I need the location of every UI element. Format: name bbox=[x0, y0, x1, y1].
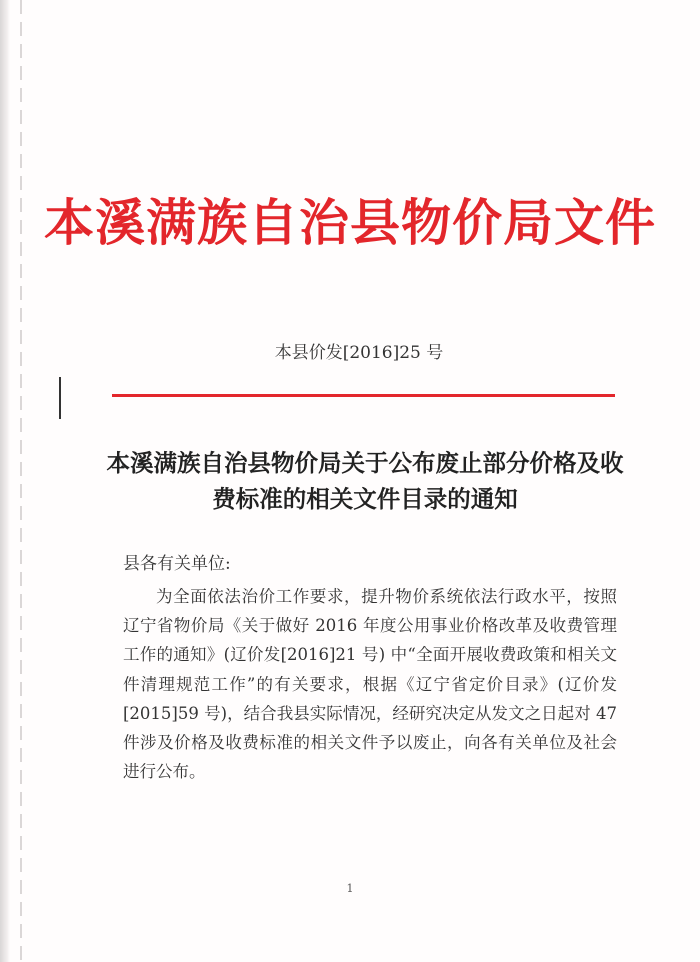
issuer-header-title: 本溪满族自治县物价局文件 bbox=[44, 193, 656, 252]
body-paragraph: 为全面依法治价工作要求，提升物价系统依法行政水平，按照辽宁省物价局《关于做好 2016 年度公用事业价格改革及收费管理工作的通知》(辽价发[2016]21 号) 中“全面开展收费政策和相关文件清理规范工作”的有关要求，根据《辽宁省定价目录》(辽价发[2015]59 号)，结合我县实际情况，经研究决定从发文之日起对 47 件涉及价格及收费标准的相关文件予以废止，向各有关单位及社会进行公布。 bbox=[123, 587, 617, 782]
page-number: 1 bbox=[346, 882, 354, 895]
binding-edge bbox=[0, 0, 10, 962]
binding-line bbox=[20, 0, 22, 962]
document-title: 本溪满族自治县物价局关于公布废止部分价格及收费标准的相关文件目录的通知 bbox=[106, 449, 624, 513]
salutation: 县各有关单位: bbox=[123, 554, 231, 574]
red-divider-line bbox=[112, 394, 615, 397]
document-number: 本县价发[2016]25 号 bbox=[274, 343, 444, 363]
margin-mark bbox=[59, 377, 61, 419]
